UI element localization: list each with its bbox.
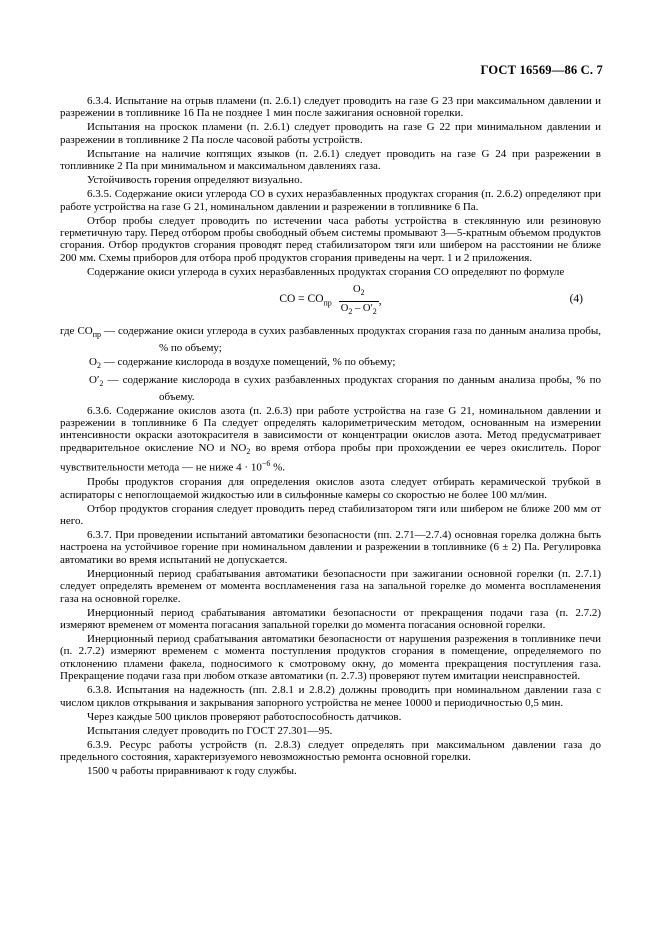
- paragraph: Через каждые 500 циклов проверяют работоспособность датчиков.: [87, 710, 402, 723]
- paragraph: Содержание окиси углерода в сухих неразбавленных продуктах сгорания СО определяют по формуле: [87, 265, 565, 278]
- paragraph: 6.3.5. Содержание окиси углерода СО в сухих неразбавленных продуктах сгорания (п. 2.6.2) определяют при работе устройства на газе G 21, номинальном давлении и разрежении в топливнике 6 Па.: [60, 188, 601, 213]
- paragraph: 6.3.7. При проведении испытаний автоматики безопасности (пп. 2.71—2.7.4) основная горелка должна быть настроена на устойчивое горение при номинальном давлении и разрежении в топливнике (6 ± 2) Па. Регулировка автоматики во время испытаний не допускается.: [60, 528, 601, 566]
- paragraph: Устойчивость горения определяют визуально.: [87, 174, 303, 187]
- paragraph: Инерционный период срабатывания автоматики безопасности от прекращения подачи газа (п. 2.7.2) измеряют временем от момента погасания запальной горелки до момента погасания основной горелки.: [60, 606, 601, 631]
- formula-co: [60, 281, 601, 321]
- paragraph: Испытание на наличие коптящих языков (п. 2.6.1) следует проводить на газе G 24 при разрежении в топливнике 2 Па при минимальном и максимальном давлениях газа.: [60, 147, 601, 173]
- formula-denominator: $O_2 - O'_2$: [339, 301, 379, 319]
- paragraph: Испытания на проскок пламени (п. 2.6.1) следует проводить на газе G 22 при минимальном давлении и разрежении в топливнике 2 Па после часовой работы устройств.: [60, 121, 601, 146]
- document-body: [60, 95, 601, 779]
- formula-lhs: CO = $CO_{пр}$: [279, 292, 332, 308]
- paragraph: Отбор пробы следует проводить по истечении часа работы устройства в стеклянную или резиновую герметичную тару. Перед отбором пробы свободный объем системы промывают 3—5-кратным объемом продуктов сгорания. Отбор продуктов сгорания проводят перед стабилизатором тяги или шибером на расстоянии не ближе 200 мм. Схемы приборов для отбора проб продуктов сгорания приведены на черт. 1 и 2 приложения.: [60, 214, 601, 264]
- paragraph: Инерционный период срабатывания автоматики безопасности от нарушения разрежения в топливнике печи (п. 2.7.2) измеряют временем с момента поступления продуктов сгорания в помещение, определяемого по отклонению пламени факела, подносимого к смотровому окну, до момента прекращения поступления газа. Прекращение подачи газа при любом отказе автоматики (п. 2.7.3) проверяют путем имитации неисправностей.: [60, 632, 601, 683]
- paragraph: 6.3.8. Испытания на надежность (пп. 2.8.1 и 2.8.2) должны проводить при номинальном давлении газа с числом циклов открывания и закрывания запорного устройства не менее 10000 и периодичностью 0,5 мин.: [60, 684, 601, 709]
- paragraph: Пробы продуктов сгорания для определения окислов азота следует отбирать керамической трубкой в аспираторы с непоглощаемой жидкостью или в сильфонные камеры со скоростью не более 100 мл/мин.: [60, 476, 601, 501]
- paragraph: 6.3.4. Испытание на отрыв пламени (п. 2.6.1) следует проводить на газе G 23 при максимальном давлении и разрежении в топливнике 16 Па не позднее 1 мин после зажигания основной горелки.: [60, 95, 601, 120]
- definition-o2: $O_2$ — содержание кислорода в воздухе помещений, % по объему;: [89, 355, 396, 371]
- formula-number: (4): [569, 293, 583, 306]
- formula-comma: ,: [378, 295, 382, 308]
- formula-fraction: [339, 284, 379, 318]
- page-header: ГОСТ 16569—86 С. 7: [480, 63, 603, 77]
- paragraph-6-3-6: 6.3.6. Содержание окислов азота (п. 2.6.3) при работе устройства на газе G 21, номинальном давлении и разрежении в топливнике 6 Па следует определять калориметрическим методом, основанным на измерении интенсивности окраски азотокрасителя в зависимости от концентрации окислов азота. Метод предусматривает предварительное окисление NO и $NO_2$ во время отбора пробы при прохождении ее через окислитель. Порог чувствительности метода — не ниже $4 \cdot 10^{-6}$ %.: [60, 404, 601, 475]
- formula-numerator: $O_2$: [352, 284, 365, 298]
- definition-o2-prime: $O'_2$ — содержание кислорода в сухих разбавленных продуктах сгорания по данным анализа пробы, % по объему.: [89, 374, 601, 403]
- paragraph: Отбор продуктов сгорания следует проводить перед стабилизатором тяги или шибером не ближе 200 мм от него.: [60, 502, 601, 527]
- paragraph: 6.3.9. Ресурс работы устройств (п. 2.8.3) следует определять при максимальном давлении газа до предельного состояния, характеризуемого невозможностью ремонта основной горелки.: [60, 738, 601, 763]
- paragraph: Испытания следует проводить по ГОСТ 27.301—95.: [87, 724, 333, 737]
- paragraph: Инерционный период срабатывания автоматики безопасности при зажигании основной горелки (п. 2.7.1) следует определять временем от момента воспламенения газа на запальной горелке до момента воспламенения газа на основной горелке.: [60, 567, 601, 605]
- paragraph: 1500 ч работы приравнивают к году службы.: [87, 764, 297, 777]
- definition-co-pr: где $CO_{пр}$ — содержание окиси углерода в сухих разбавленных продуктах сгорания газа по данным анализа пробы, % по объему;: [60, 325, 601, 354]
